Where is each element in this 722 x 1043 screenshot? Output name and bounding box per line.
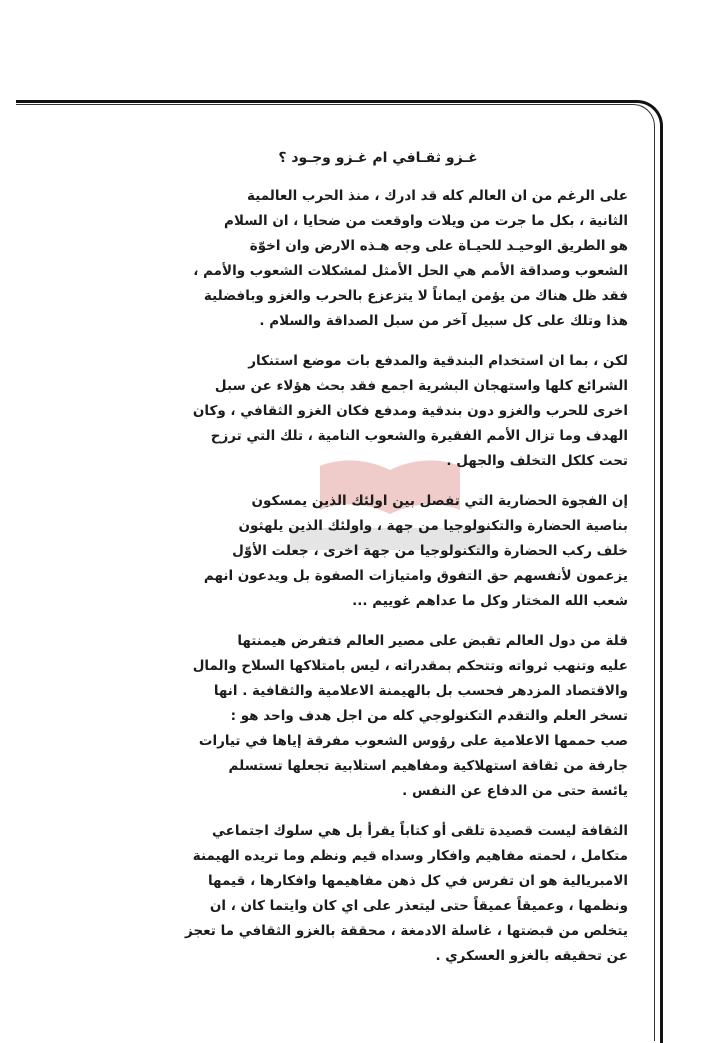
- paragraph-3: إن الفجوة الحضارية التي تفصل بين اولئك الذين يمسكون بناصية الحضارة والتكنولوجيا من جهة ، واولئك الذين يلهثون خلف ركب الحضارة والتكنولوجيا من جهة اخرى ، جعلت الأوّل يزعمون لأنفسهم حق التفوق وامتيازات الصفوة بل ويدعون انهم شعب الله المختار وكل ما عداهم غوييم ...: [203, 493, 628, 609]
- paragraph-5: الثقافة ليست قصيدة تلقى أو كتاباً يقرأ بل هي سلوك اجتماعي متكامل ، لحمته مفاهيم وافكار وسداه قيم ونظم وما تريده الهيمنة الامبريالية هو ان تفرس في كل ذهن مفاهيمها وافكارها ، قيمها ونظمها ، وعميقاً عميقاً حتى ليتعذر على اي كان وايتما كان ، ان يتخلص من قبضتها ، غاسلة الادمغة ، محققة بالغزو الثقافي ما تعجز عن تحقيقه بالغزو العسكري .: [185, 823, 628, 964]
- article: [128, 150, 628, 984]
- paragraph-2: لكن ، بما ان استخدام البندقية والمدفع بات موضع استنكار الشرائع كلها واستهجان البشرية اجمع فقد بحث هؤلاء عن سبل اخرى للحرب والغزو دون بندقية ومدفع فكان الغزو الثقافي ، وكان الهدف وما تزال الأمم الفقيرة والشعوب النامية ، تلك التي ترزح تحت كلكل التخلف والجهل .: [192, 353, 628, 469]
- article-title: غـزو ثقـافي ام غـزو وجـود ؟: [278, 150, 478, 166]
- paragraph-1: على الرغم من ان العالم كله قد ادرك ، منذ الحرب العالمية الثانية ، بكل ما جرت من ويلات واوقعت من ضحايا ، ان السلام هو الطريق الوحيـد للحيـاة على وجه هـذه الارض وان اخوّة الشعوب وصداقة الأمم هي الحل الأمثل لمشكلات الشعوب والأمم ، فقد ظل هناك من يؤمن ايماناً لا يتزعزع بالحرب والغزو وبافضلية هذا وتلك على كل سبيل آخر من سبل الصداقة والسلام .: [193, 188, 628, 329]
- paragraph-4: قلة من دول العالم تقبض على مصير العالم فتفرض هيمنتها عليه وتنهب ثرواته وتتحكم بمقدراته ، ليس بامتلاكها السلاح والمال والاقتصاد المزدهر فحسب بل بالهيمنة الاعلامية والثقافية . انها تسخر العلم والتقدم التكنولوجي كله من اجل هدف واحد هو : صب حممها الاعلامية على رؤوس الشعوب مفرقة إياها في تيارات جارفة من ثقافة استهلاكية ومفاهيم استلابية تجعلها تستسلم يائسة حتى من الدفاع عن النفس .: [192, 633, 628, 799]
